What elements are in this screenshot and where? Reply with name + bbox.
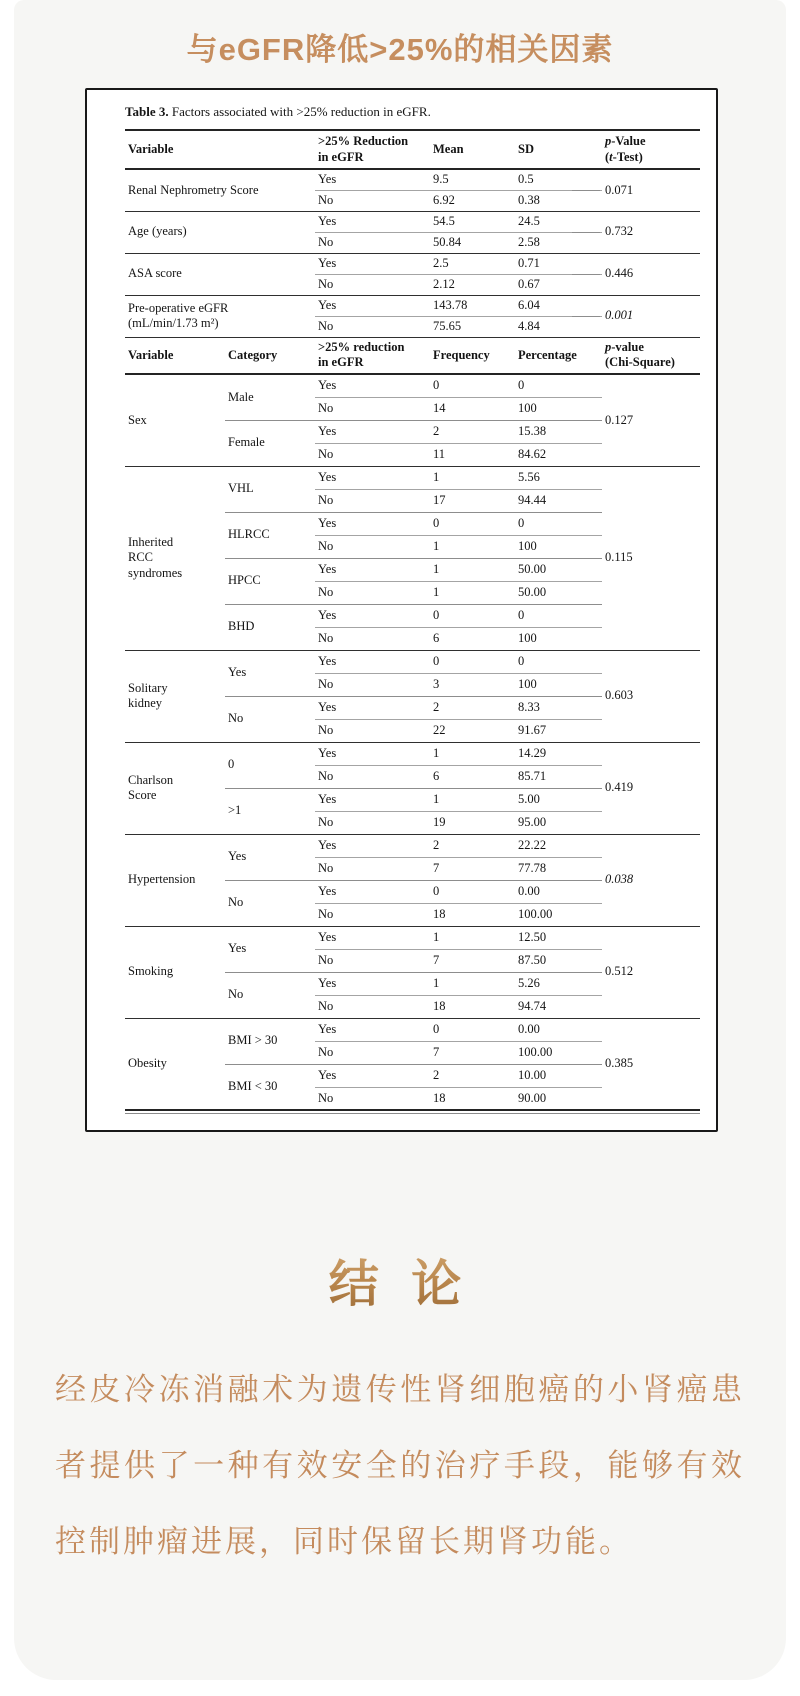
cell-frequency: 14 xyxy=(430,397,515,420)
cell-frequency: 0 xyxy=(430,604,515,627)
cell-variable: Charlson Score xyxy=(125,742,225,834)
cell-pvalue: 0.732 xyxy=(602,211,700,253)
cell-mean: 9.5 xyxy=(430,169,515,190)
cell-percentage: 0.00 xyxy=(515,1018,602,1041)
cell-category: No xyxy=(225,972,315,1018)
cell-reduction: Yes xyxy=(315,972,430,995)
page-title: 与eGFR降低>25%的相关因素 xyxy=(186,32,614,67)
table-row xyxy=(125,466,700,489)
table-caption xyxy=(125,104,716,120)
cell-frequency: 0 xyxy=(430,880,515,903)
cell-frequency: 1 xyxy=(430,788,515,811)
cell-frequency: 18 xyxy=(430,995,515,1018)
cell-frequency: 0 xyxy=(430,650,515,673)
table-row xyxy=(125,295,700,316)
cell-reduction: Yes xyxy=(315,926,430,949)
cell-pvalue: 0.127 xyxy=(602,374,700,466)
cell-variable: Hypertension xyxy=(125,834,225,926)
cell-reduction: Yes xyxy=(315,211,430,232)
cell-pvalue: 0.446 xyxy=(602,253,700,295)
table-row xyxy=(125,834,700,857)
cell-pvalue: 0.603 xyxy=(602,650,700,742)
cell-percentage: 12.50 xyxy=(515,926,602,949)
table-row xyxy=(125,374,700,397)
cell-percentage: 91.67 xyxy=(515,719,602,742)
column-header-variable: Variable xyxy=(125,337,225,374)
table-header-row-ttest xyxy=(125,130,700,169)
table-row xyxy=(125,169,700,190)
cell-category: BMI < 30 xyxy=(225,1064,315,1110)
cell-frequency: 2 xyxy=(430,1064,515,1087)
cell-category: Female xyxy=(225,420,315,466)
cell-mean: 50.84 xyxy=(430,232,515,253)
cell-reduction: Yes xyxy=(315,650,430,673)
cell-frequency: 22 xyxy=(430,719,515,742)
cell-sd: 0.71 xyxy=(515,253,602,274)
cell-percentage: 0 xyxy=(515,650,602,673)
cell-pvalue: 0.512 xyxy=(602,926,700,1018)
cell-reduction: No xyxy=(315,316,430,337)
column-header-variable: Variable xyxy=(125,130,315,169)
cell-category: Yes xyxy=(225,926,315,972)
column-header-pvalue: p-value (Chi-Square) xyxy=(602,337,700,374)
cell-category: 0 xyxy=(225,742,315,788)
table-row xyxy=(125,211,700,232)
cell-percentage: 95.00 xyxy=(515,811,602,834)
cell-percentage: 100.00 xyxy=(515,903,602,926)
cell-category: No xyxy=(225,696,315,742)
cell-category: HPCC xyxy=(225,558,315,604)
cell-percentage: 90.00 xyxy=(515,1087,602,1110)
cell-frequency: 18 xyxy=(430,903,515,926)
cell-reduction: Yes xyxy=(315,374,430,397)
cell-percentage: 14.29 xyxy=(515,742,602,765)
cell-reduction: Yes xyxy=(315,512,430,535)
cell-frequency: 0 xyxy=(430,1018,515,1041)
cell-frequency: 1 xyxy=(430,926,515,949)
table-row xyxy=(125,650,700,673)
cell-percentage: 5.56 xyxy=(515,466,602,489)
cell-percentage: 0.00 xyxy=(515,880,602,903)
cell-mean: 75.65 xyxy=(430,316,515,337)
cell-reduction: No xyxy=(315,719,430,742)
cell-sd: 6.04 xyxy=(515,295,602,316)
cell-variable: ASA score xyxy=(125,253,315,295)
cell-sd: 0.38 xyxy=(515,190,602,211)
cell-reduction: Yes xyxy=(315,834,430,857)
cell-percentage: 5.00 xyxy=(515,788,602,811)
column-header-percentage: Percentage xyxy=(515,337,602,374)
cell-reduction: Yes xyxy=(315,604,430,627)
cell-frequency: 1 xyxy=(430,466,515,489)
cell-reduction: No xyxy=(315,1041,430,1064)
cell-variable: Age (years) xyxy=(125,211,315,253)
cell-percentage: 8.33 xyxy=(515,696,602,719)
cell-reduction: No xyxy=(315,232,430,253)
cell-frequency: 3 xyxy=(430,673,515,696)
cell-reduction: No xyxy=(315,397,430,420)
cell-reduction: Yes xyxy=(315,295,430,316)
cell-reduction: No xyxy=(315,765,430,788)
cell-pvalue: 0.385 xyxy=(602,1018,700,1110)
cell-variable: Inherited RCC syndromes xyxy=(125,466,225,650)
cell-reduction: Yes xyxy=(315,880,430,903)
column-header-mean: Mean xyxy=(430,130,515,169)
cell-reduction: Yes xyxy=(315,420,430,443)
cell-reduction: No xyxy=(315,274,430,295)
cell-mean: 143.78 xyxy=(430,295,515,316)
table-body xyxy=(125,130,700,1110)
cell-reduction: No xyxy=(315,857,430,880)
cell-percentage: 22.22 xyxy=(515,834,602,857)
cell-reduction: Yes xyxy=(315,466,430,489)
cell-percentage: 84.62 xyxy=(515,443,602,466)
column-header-reduction: >25% Reduction in eGFR xyxy=(315,130,430,169)
cell-percentage: 15.38 xyxy=(515,420,602,443)
table-caption-label: Table 3. xyxy=(125,104,169,119)
cell-frequency: 7 xyxy=(430,857,515,880)
cell-category: Male xyxy=(225,374,315,420)
cell-frequency: 0 xyxy=(430,512,515,535)
cell-category: HLRCC xyxy=(225,512,315,558)
cell-reduction: Yes xyxy=(315,1018,430,1041)
column-header-sd: SD xyxy=(515,130,602,169)
cell-frequency: 11 xyxy=(430,443,515,466)
cell-reduction: No xyxy=(315,811,430,834)
cell-frequency: 17 xyxy=(430,489,515,512)
cell-reduction: Yes xyxy=(315,558,430,581)
cell-reduction: No xyxy=(315,190,430,211)
cell-mean: 2.5 xyxy=(430,253,515,274)
table-row xyxy=(125,1018,700,1041)
cell-reduction: Yes xyxy=(315,169,430,190)
cell-category: >1 xyxy=(225,788,315,834)
cell-frequency: 6 xyxy=(430,627,515,650)
cell-reduction: No xyxy=(315,1087,430,1110)
cell-percentage: 94.44 xyxy=(515,489,602,512)
cell-variable: Sex xyxy=(125,374,225,466)
column-header-pvalue: p-Value (t-Test) xyxy=(602,130,700,169)
table-row xyxy=(125,253,700,274)
cell-category: No xyxy=(225,880,315,926)
cell-pvalue: 0.001 xyxy=(602,295,700,337)
cell-frequency: 18 xyxy=(430,1087,515,1110)
cell-category: BMI > 30 xyxy=(225,1018,315,1064)
cell-reduction: No xyxy=(315,581,430,604)
cell-reduction: No xyxy=(315,673,430,696)
cell-mean: 2.12 xyxy=(430,274,515,295)
cell-percentage: 50.00 xyxy=(515,581,602,604)
cell-frequency: 1 xyxy=(430,972,515,995)
cell-frequency: 6 xyxy=(430,765,515,788)
cell-percentage: 10.00 xyxy=(515,1064,602,1087)
cell-reduction: No xyxy=(315,443,430,466)
cell-percentage: 87.50 xyxy=(515,949,602,972)
cell-pvalue: 0.038 xyxy=(602,834,700,926)
cell-percentage: 100 xyxy=(515,397,602,420)
cell-sd: 4.84 xyxy=(515,316,602,337)
results-table xyxy=(125,129,700,1111)
cell-frequency: 2 xyxy=(430,420,515,443)
cell-percentage: 100 xyxy=(515,627,602,650)
table-wrap xyxy=(125,129,700,1114)
cell-pvalue: 0.115 xyxy=(602,466,700,650)
cell-percentage: 0 xyxy=(515,512,602,535)
cell-variable: Pre-operative eGFR (mL/min/1.73 m²) xyxy=(125,295,315,337)
cell-sd: 24.5 xyxy=(515,211,602,232)
conclusion-paragraph: 经皮冷冻消融术为遗传性肾细胞癌的小肾癌患者提供了一种有效安全的治疗手段，能够有效控制肿瘤进展，同时保留长期肾功能。 xyxy=(55,1372,745,1559)
cell-reduction: No xyxy=(315,489,430,512)
conclusion-heading: 结 论 xyxy=(0,1244,800,1316)
table-row xyxy=(125,742,700,765)
cell-reduction: No xyxy=(315,995,430,1018)
cell-percentage: 100.00 xyxy=(515,1041,602,1064)
table-card xyxy=(85,88,718,1132)
cell-variable: Solitary kidney xyxy=(125,650,225,742)
column-header-frequency: Frequency xyxy=(430,337,515,374)
cell-frequency: 2 xyxy=(430,834,515,857)
cell-percentage: 85.71 xyxy=(515,765,602,788)
cell-frequency: 7 xyxy=(430,1041,515,1064)
cell-percentage: 0 xyxy=(515,374,602,397)
cell-reduction: No xyxy=(315,627,430,650)
cell-percentage: 100 xyxy=(515,673,602,696)
cell-category: Yes xyxy=(225,834,315,880)
cell-reduction: Yes xyxy=(315,788,430,811)
cell-frequency: 0 xyxy=(430,374,515,397)
cell-reduction: No xyxy=(315,903,430,926)
cell-category: BHD xyxy=(225,604,315,650)
cell-reduction: Yes xyxy=(315,696,430,719)
table-caption-text: Factors associated with >25% reduction in eGFR. xyxy=(168,104,431,119)
table-row xyxy=(125,926,700,949)
cell-mean: 54.5 xyxy=(430,211,515,232)
cell-mean: 6.92 xyxy=(430,190,515,211)
cell-frequency: 2 xyxy=(430,696,515,719)
cell-frequency: 1 xyxy=(430,558,515,581)
cell-variable: Smoking xyxy=(125,926,225,1018)
cell-sd: 0.67 xyxy=(515,274,602,295)
cell-percentage: 77.78 xyxy=(515,857,602,880)
cell-variable: Renal Nephrometry Score xyxy=(125,169,315,211)
column-header-reduction: >25% reduction in eGFR xyxy=(315,337,430,374)
cell-category: VHL xyxy=(225,466,315,512)
cell-pvalue: 0.419 xyxy=(602,742,700,834)
cell-frequency: 1 xyxy=(430,535,515,558)
cell-frequency: 1 xyxy=(430,742,515,765)
cell-percentage: 94.74 xyxy=(515,995,602,1018)
cell-percentage: 5.26 xyxy=(515,972,602,995)
cell-reduction: Yes xyxy=(315,1064,430,1087)
cell-variable: Obesity xyxy=(125,1018,225,1110)
cell-reduction: Yes xyxy=(315,742,430,765)
cell-frequency: 7 xyxy=(430,949,515,972)
cell-sd: 0.5 xyxy=(515,169,602,190)
column-header-category: Category xyxy=(225,337,315,374)
cell-pvalue: 0.071 xyxy=(602,169,700,211)
cell-reduction: Yes xyxy=(315,253,430,274)
cell-category: Yes xyxy=(225,650,315,696)
cell-percentage: 100 xyxy=(515,535,602,558)
cell-percentage: 50.00 xyxy=(515,558,602,581)
cell-reduction: No xyxy=(315,949,430,972)
cell-reduction: No xyxy=(315,535,430,558)
cell-frequency: 1 xyxy=(430,581,515,604)
table-header-row-chisquare xyxy=(125,337,700,374)
cell-sd: 2.58 xyxy=(515,232,602,253)
cell-percentage: 0 xyxy=(515,604,602,627)
cell-frequency: 19 xyxy=(430,811,515,834)
